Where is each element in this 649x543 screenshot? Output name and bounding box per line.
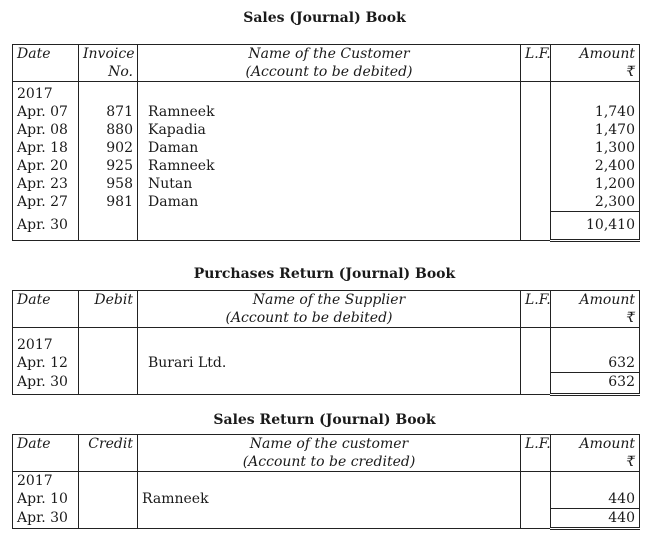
amount-header: Amount ₹ [551,45,640,82]
date-header: Date [13,435,79,472]
amount-cell: 1,200 [551,175,640,193]
customer-cell: Daman [138,139,521,157]
year-row [13,82,640,104]
date-header: Date [13,45,79,82]
total-row [13,373,640,395]
amount-cell: 1,300 [551,139,640,157]
date-cell: Apr. 30 [13,373,79,395]
date-cell: Apr. 23 [13,175,79,193]
date-cell: Apr. 08 [13,121,79,139]
sales-return-table [12,434,640,530]
invoice-cell: 902 [79,139,138,157]
credit-header: Credit [79,435,138,472]
supplier-header: Name of the Supplier (Account to be debited) [138,291,521,328]
sales-book-title: Sales (Journal) Book [243,10,406,26]
table-row [13,490,640,509]
table-row [13,103,640,121]
invoice-cell: 981 [79,193,138,212]
year-cell: 2017 [13,328,79,355]
table-header [13,435,640,472]
customer-cell: Kapadia [138,121,521,139]
amount-cell: 632 [551,354,640,373]
purchases-return-book-title: Purchases Return (Journal) Book [193,266,456,282]
customer-header: Name of the customer (Account to be credited) [138,435,521,472]
total-row [13,212,640,241]
sales-book-table [12,44,640,242]
amount-cell: 1,740 [551,103,640,121]
date-cell: Apr. 30 [13,212,79,241]
year-row [13,472,640,491]
table-row [13,193,640,212]
customer-cell: Nutan [138,175,521,193]
amount-cell: 2,300 [551,193,640,212]
customer-cell: Ramneek [138,490,521,509]
total-amount-cell: 440 [551,509,640,529]
table-row [13,175,640,193]
table-row [13,354,640,373]
year-cell: 2017 [13,472,79,491]
table-header [13,291,640,328]
customer-cell: Daman [138,193,521,212]
customer-header: Name of the Customer (Account to be debited) [138,45,521,82]
date-cell: Apr. 30 [13,509,79,529]
purchases-return-table [12,290,640,396]
lf-header: L.F. [521,45,551,82]
customer-cell: Ramneek [138,157,521,175]
date-cell: Apr. 07 [13,103,79,121]
table-row [13,121,640,139]
date-cell: Apr. 10 [13,490,79,509]
amount-header: Amount ₹ [551,435,640,472]
year-cell: 2017 [13,82,79,104]
date-cell: Apr. 20 [13,157,79,175]
date-cell: Apr. 18 [13,139,79,157]
total-row [13,509,640,529]
invoice-header: Invoice No. [79,45,138,82]
invoice-cell: 925 [79,157,138,175]
invoice-cell: 958 [79,175,138,193]
invoice-cell: 871 [79,103,138,121]
total-amount-cell: 10,410 [551,212,640,241]
year-row [13,328,640,355]
total-amount-cell: 632 [551,373,640,395]
amount-cell: 2,400 [551,157,640,175]
customer-cell: Ramneek [138,103,521,121]
debit-header: Debit [79,291,138,328]
date-cell: Apr. 12 [13,354,79,373]
amount-cell: 1,470 [551,121,640,139]
amount-cell: 440 [551,490,640,509]
lf-header: L.F. [521,291,551,328]
table-row [13,139,640,157]
invoice-cell: 880 [79,121,138,139]
sales-return-book-title: Sales Return (Journal) Book [213,412,436,428]
lf-header: L.F. [521,435,551,472]
date-cell: Apr. 27 [13,193,79,212]
table-row [13,157,640,175]
date-header: Date [13,291,79,328]
table-header [13,45,640,82]
supplier-cell: Burari Ltd. [138,354,521,373]
amount-header: Amount ₹ [551,291,640,328]
